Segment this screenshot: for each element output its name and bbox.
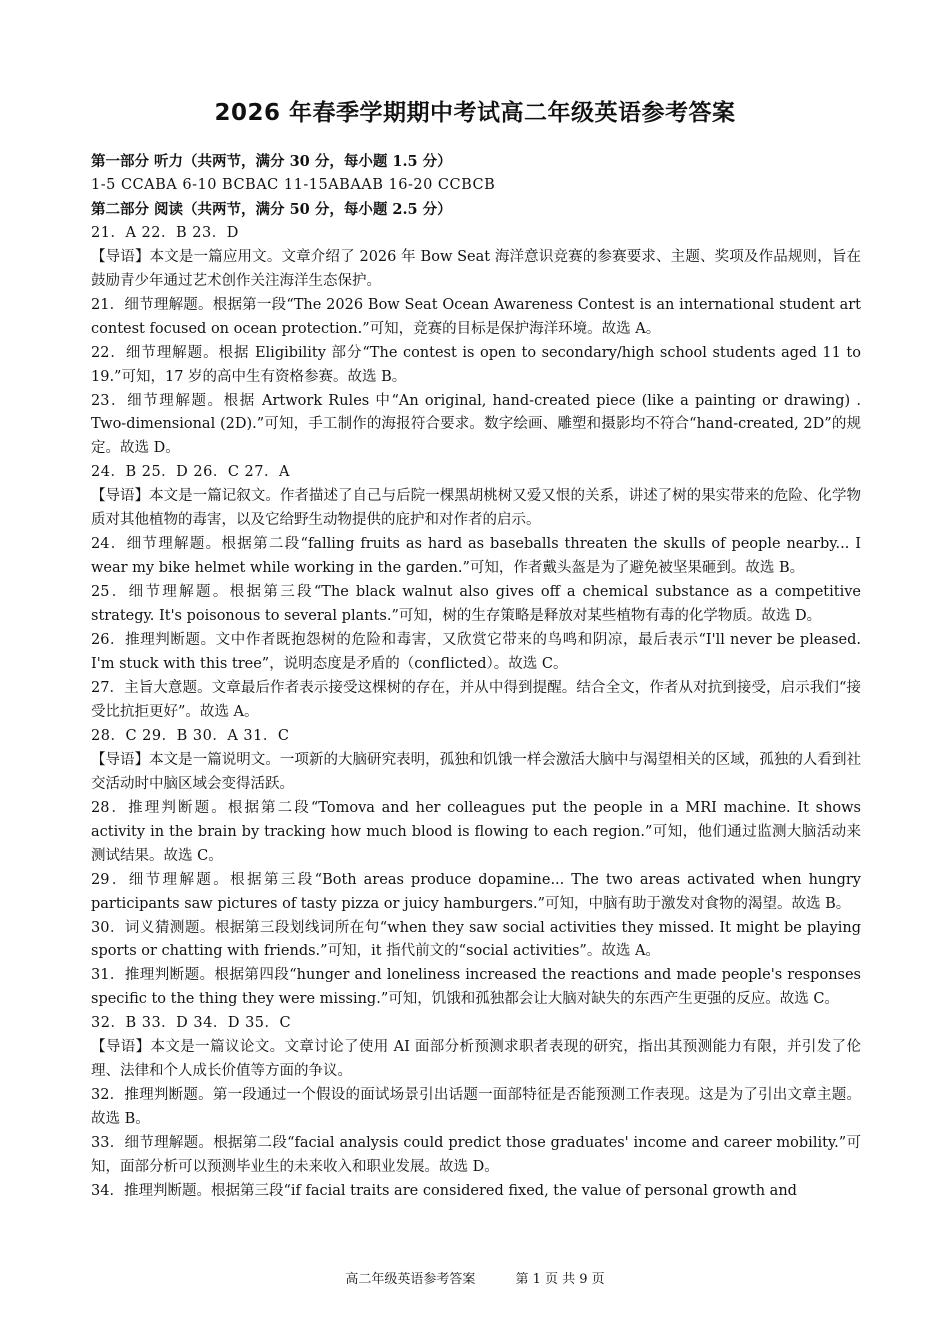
explanation-25: 25．细节理解题。根据第三段“The black walnut also gives off a chemical substance as a competitive strategy. It's poisonous to several plants.”可知，树的生存策略是释放对某些植物有毒的化学物质。故选 D。 <box>91 584 861 625</box>
answer-line-21-23: 21．A 22．B 23．D <box>91 224 239 241</box>
explanation-29: 29．细节理解题。根据第三段“Both areas produce dopamine... The two areas activated when hungry participants saw pictures of tasty pizza or juicy hamburgers.”可知，中脑有助于激发对食物的渴望。故选 B。 <box>91 871 861 912</box>
explanation-24: 24．细节理解题。根据第二段“falling fruits as hard as baseballs threaten the skulls of people nearby... I wear my bike helmet while working in the garden.”可知，作者戴头盔是为了避免被坚果砸到。故选 B。 <box>91 536 861 577</box>
section-heading-reading: 第二部分 阅读（共两节，满分 50 分，每小题 2.5 分） <box>91 200 452 218</box>
answer-line-24-27: 24．B 25．D 26．C 27．A <box>91 464 290 481</box>
explanation-32: 32．推理判断题。第一段通过一个假设的面试场景引出话题一面部特征是否能预测工作表现。这是为了引出文章主题。故选 B。 <box>91 1087 861 1128</box>
explanation-21: 21．细节理解题。根据第一段“The 2026 Bow Seat Ocean Awareness Contest is an international student art contest focused on ocean protection.”可知，竞赛的目标是保护海洋环境。故选 A。 <box>91 296 861 337</box>
page-footer <box>0 1268 950 1287</box>
explanation-23: 23．细节理解题。根据 Artwork Rules 中“An original, hand-created piece (like a painting or drawing) . Two-dimensional (2D).”可知，手工制作的海报符合要求。数字绘画、雕塑和摄影均不符合“hand-created, 2D”的规定。故选 D。 <box>91 392 861 457</box>
passage-intro-a: 【导语】本文是一篇应用文。文章介绍了 2026 年 Bow Seat 海洋意识竞赛的参赛要求、主题、奖项及作品规则，旨在鼓励青少年通过艺术创作关注海洋生态保护。 <box>91 248 861 289</box>
explanation-33: 33．细节理解题。根据第二段“facial analysis could predict those graduates' income and career mobility.”可知，面部分析可以预测毕业生的未来收入和职业发展。故选 D。 <box>91 1135 861 1176</box>
explanation-26: 26．推理判断题。文中作者既抱怨树的危险和毒害，又欣赏它带来的鸟鸣和阴凉，最后表示“I'll never be pleased. I'm stuck with this tree”，说明态度是矛盾的（conflicted）。故选 C。 <box>91 632 861 673</box>
page-title: 2026 年春季学期期中考试高二年级英语参考答案 <box>214 100 736 126</box>
footer-doc-name: 高二年级英语参考答案 <box>345 1272 476 1287</box>
passage-intro-d: 【导语】本文是一篇议论文。文章讨论了使用 AI 面部分析预测求职者表现的研究，指出其预测能力有限，并引发了伦理、法律和个人成长价值等方面的争议。 <box>91 1039 861 1080</box>
passage-intro-c: 【导语】本文是一篇说明文。一项新的大脑研究表明，孤独和饥饿一样会激活大脑中与渴望相关的区域，孤独的人看到社交活动时中脑区域会变得活跃。 <box>91 751 861 792</box>
explanation-34: 34．推理判断题。根据第三段“if facial traits are considered fixed, the value of personal growth and <box>91 1182 797 1199</box>
answer-line-listening: 1-5 CCABA 6-10 BCBAC 11-15ABAAB 16-20 CCBCB <box>91 176 496 193</box>
answer-line-28-31: 28．C 29．B 30．A 31．C <box>91 727 290 744</box>
section-heading-listening: 第一部分 听力（共两节，满分 30 分，每小题 1.5 分） <box>91 153 452 170</box>
explanation-27: 27．主旨大意题。文章最后作者表示接受这棵树的存在，并从中得到提醒。结合全文，作者从对抗到接受，启示我们“接受比抗拒更好”。故选 A。 <box>91 679 861 720</box>
passage-intro-b: 【导语】本文是一篇记叙文。作者描述了自己与后院一棵黑胡桃树又爱又恨的关系，讲述了树的果实带来的危险、化学物质对其他植物的毒害，以及它给野生动物提供的庇护和对作者的启示。 <box>91 488 861 529</box>
explanation-30: 30．词义猜测题。根据第三段划线词所在句“when they saw social activities they missed. It might be playing sports or chatting with friends.”可知，it 指代前文的“social activities”。故选 A。 <box>91 919 861 960</box>
answer-line-32-35: 32．B 33．D 34．D 35．C <box>91 1015 292 1032</box>
explanation-28: 28．推理判断题。根据第二段“Tomova and her colleagues put the people in a MRI machine. It shows activity in the brain by tracking how much blood is flowing to each region.”可知，他们通过监测大脑活动来测试结果。故选 C。 <box>91 799 861 864</box>
explanation-31: 31．推理判断题。根据第四段“hunger and loneliness increased the reactions and made people's responses specific to the thing they were missing.”可知，饥饿和孤独都会让大脑对缺失的东西产生更强的反应。故选 C。 <box>91 967 861 1008</box>
footer-page-number: 第 1 页 共 9 页 <box>515 1272 605 1287</box>
answer-content <box>91 150 861 1204</box>
explanation-22: 22．细节理解题。根据 Eligibility 部分“The contest is open to secondary/high school students aged 11 to 19.”可知，17 岁的高中生有资格参赛。故选 B。 <box>91 344 861 385</box>
